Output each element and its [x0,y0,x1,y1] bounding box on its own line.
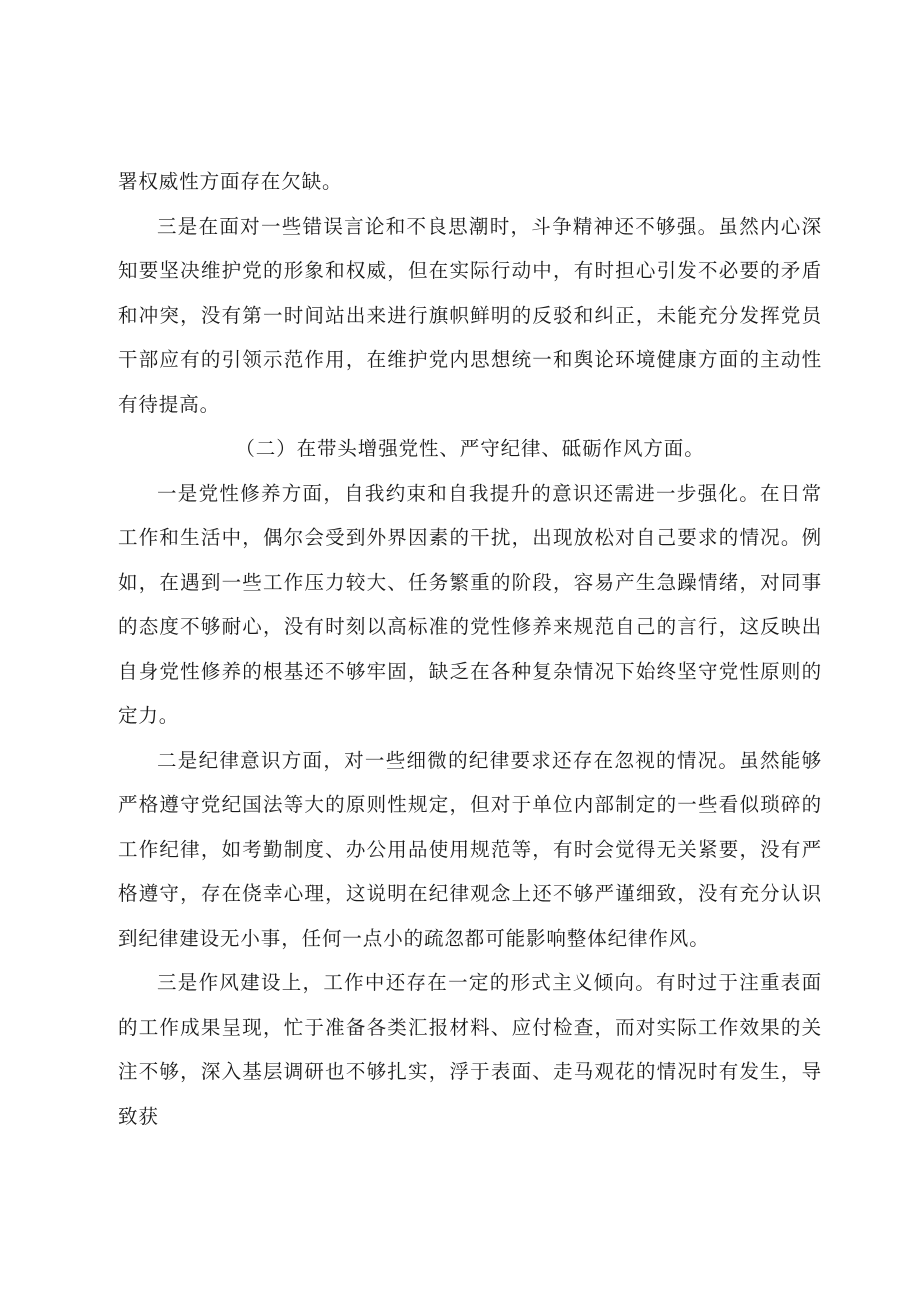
paragraph-party-cultivation: 一是党性修养方面，自我约束和自我提升的意识还需进一步强化。在日常工作和生活中，偶尔会受到外界因素的干扰，出现放松对自己要求的情况。例如，在遇到一些工作压力较大、任务繁重的阶段，容易产生急躁情绪，对同事的态度不够耐心，没有时刻以高标准的党性修养来规范自己的言行，这反映出自身党性修养的根基还不够牢固，缺乏在各种复杂情况下始终坚守党性原则的定力。 [118,481,822,727]
paragraph-work-style: 三是作风建设上，工作中还存在一定的形式主义倾向。有时过于注重表面的工作成果呈现，忙于准备各类汇报材料、应付检查，而对实际工作效果的关注不够，深入基层调研也不够扎实，浮于表面、走马观花的情况时有发生，导致获 [118,971,822,1128]
document-body [118,160,822,1139]
section-heading-2: （二）在带头增强党性、严守纪律、砥砺作风方面。 [235,437,705,460]
paragraph-struggle-spirit: 三是在面对一些错误言论和不良思潮时，斗争精神还不够强。虽然内心深知要坚决维护党的形象和权威，但在实际行动中，有时担心引发不必要的矛盾和冲突，没有第一时间站出来进行旗帜鲜明的反驳和纠正，未能充分发挥党员干部应有的引领示范作用，在维护党内思想统一和舆论环境健康方面的主动性有待提高。 [118,214,822,416]
paragraph-discipline-awareness: 二是纪律意识方面，对一些细微的纪律要求还存在忽视的情况。虽然能够严格遵守党纪国法等大的原则性规定，但对于单位内部制定的一些看似琐碎的工作纪律，如考勤制度、办公用品使用规范等，有时会觉得无关紧要，没有严格遵守，存在侥幸心理，这说明在纪律观念上还不够严谨细致，没有充分认识到纪律建设无小事，任何一点小的疏忽都可能影响整体纪律作风。 [118,748,822,950]
paragraph-continuation: 署权威性方面存在欠缺。 [118,170,343,193]
